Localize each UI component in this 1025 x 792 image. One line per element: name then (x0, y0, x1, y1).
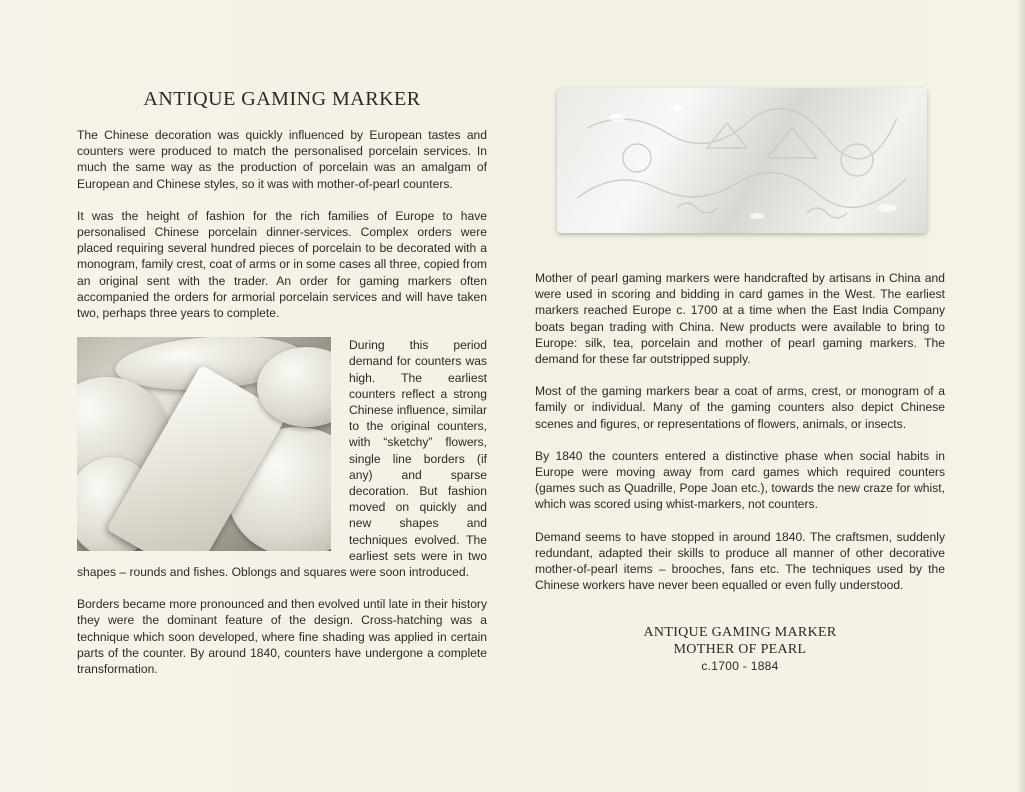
right-paragraph-2: Most of the gaming markers bear a coat of arms, crest, or monogram of a family or individual. Many of the gaming counters also depict Chinese scenes and figures, or representations of flowers, animals, or insects. (535, 384, 945, 431)
right-column (535, 270, 945, 609)
left-paragraph-3: During this period demand for counters was high. The earliest counters reflect a strong Chinese influence, similar to the original counters, with “sketchy” flowers, single line borders (if any) and sparse decoration. But fashion moved on quickly and new shapes and techniques evolved. The earliest sets were in two shapes – rounds and fishes. Oblongs and squares were soon introduced. (77, 338, 487, 580)
carved-marker-photo (557, 88, 927, 233)
left-paragraph-1: The Chinese decoration was quickly influenced by European tastes and counters were produced to match the personalised porcelain services. In much the same way as the production of porcelain was an amalgam of European and Chinese styles, so it was with mother-of-pearl counters. (77, 128, 487, 191)
page-title: ANTIQUE GAMING MARKER (143, 88, 421, 110)
counters-photo (77, 337, 331, 551)
caption-line-2: MOTHER OF PEARL (673, 642, 807, 657)
left-paragraph-2: It was the height of fashion for the rich families of Europe to have personalised Chinese porcelain dinner-services. Complex orders were placed requiring several hundred pieces of porcelain to be decorated with a monogram, family crest, coat of arms or in some cases all three, copied from an original sent with the trader. An order for gaming markers often accompanied the orders for armorial porcelain services and will have taken two, perhaps three years to complete. (77, 208, 487, 321)
page-edge (1019, 0, 1025, 792)
right-paragraph-4: Demand seems to have stopped in around 1840. The craftsmen, suddenly redundant, adapted their skills to produce all manner of other decorative mother-of-pearl items – brooches, fans etc. The techniques used by the Chinese workers have never been equalled or even fully understood. (535, 529, 945, 593)
closing-caption (535, 624, 945, 675)
caption-dates: c.1700 - 1884 (701, 659, 779, 673)
photo-text-block (77, 337, 487, 580)
left-column (77, 88, 487, 693)
right-paragraph-1: Mother of pearl gaming markers were handcrafted by artisans in China and were used in scoring and bidding in card games in the West. The earliest markers reached Europe c. 1700 at a time when the East India Company boats began trading with China. New products were available to bring to Europe: silk, tea, porcelain and mother of pearl gaming markers. The demand for these far outstripped supply. (535, 271, 945, 367)
carving-pattern (557, 88, 927, 233)
left-paragraph-4: Borders became more pronounced and then evolved until late in their history they were the dominant feature of the design. Cross-hatching was a technique which soon developed, where fine shading was applied in certain parts of the counter. By around 1840, counters have undergone a complete transformation. (77, 597, 487, 677)
caption-line-1: ANTIQUE GAMING MARKER (643, 625, 837, 640)
right-paragraph-3: By 1840 the counters entered a distinctive phase when social habits in Europe were moving away from card games which required counters (games such as Quadrille, Pope Joan etc.), towards the new craze for whist, which was scored using whist-markers, not counters. (535, 448, 945, 512)
